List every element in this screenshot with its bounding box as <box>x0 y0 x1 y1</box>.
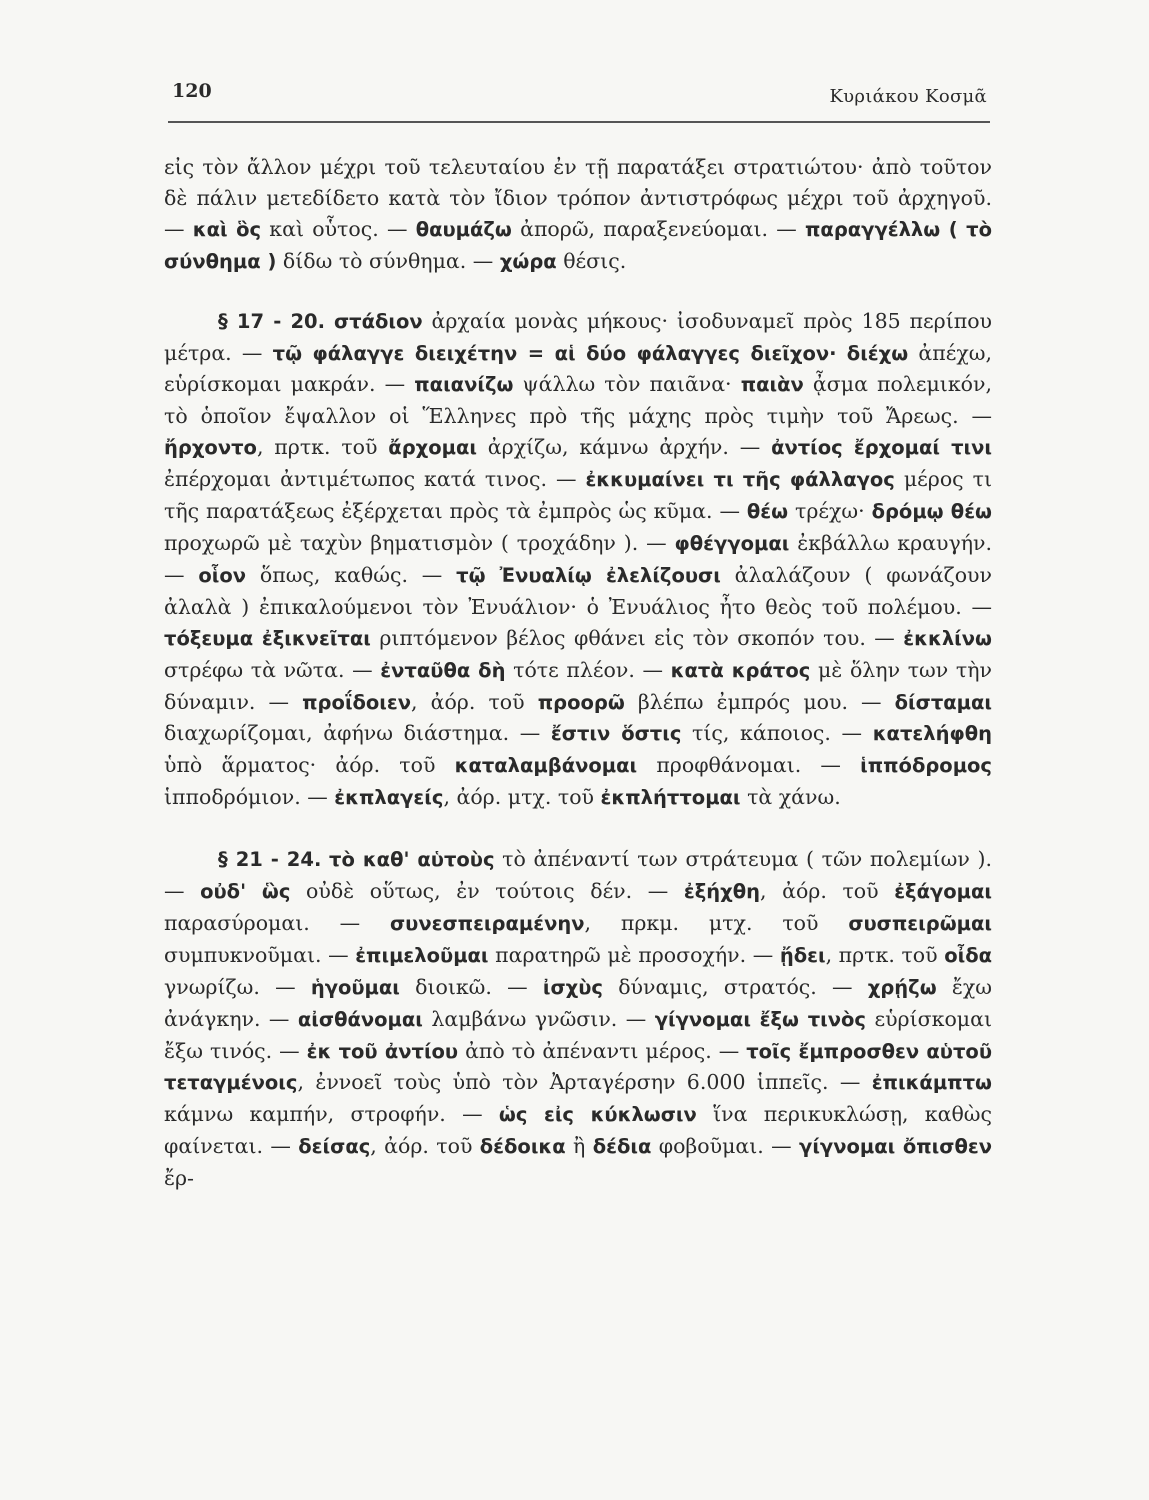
gloss-text: κάμνω καμπήν, στροφήν. — <box>164 1102 499 1127</box>
headword: δέδοικα <box>479 1135 566 1159</box>
headword: ᾔδει <box>779 943 826 967</box>
gloss-text: ἱπποδρόμιον. — <box>164 785 335 810</box>
gloss-text: οὐδὲ οὕτως, ἐν τούτοις δέν. — <box>290 879 684 904</box>
headword: § 21 - 24. <box>218 848 322 872</box>
headword: θέω <box>746 500 789 524</box>
gloss-text: μὲ ὅλην των τὴν δύναμιν. — <box>164 657 992 714</box>
gloss-text: ἀπορῶ, παραξενεύομαι. — <box>511 216 805 241</box>
gloss-text: παρατηρῶ μὲ προσοχήν. — <box>488 942 780 967</box>
gloss-text <box>325 309 334 333</box>
gloss-text: συμπυκνοῦμαι. — <box>164 942 356 967</box>
headword: ἐξήχθη <box>683 880 760 904</box>
gloss-text: ἀρχίζω, κάμνω ἀρχήν. — <box>476 435 772 460</box>
headword: αἰσθάνομαι <box>297 1007 423 1031</box>
headword: ὡς εἰς κύκλωσιν <box>498 1103 697 1127</box>
headword: ἐκπλήττομαι <box>600 786 741 810</box>
gloss-text: ἢ <box>565 1134 593 1159</box>
gloss-text: εὑρίσκομαι ἔξω τινός. — <box>164 1006 992 1063</box>
gloss-text: ᾆσμα πολεμικόν, τὸ ὁποῖον ἔψαλλον οἱ Ἕλληνες πρὸ τῆς μάχης πρὸς τιμὴν τοῦ Ἄρεως. — <box>164 372 992 429</box>
headword: ἐνταῦθα δὴ <box>380 658 506 682</box>
headword: παιανίζω <box>414 373 514 397</box>
headword: δίσταμαι <box>894 690 993 714</box>
gloss-text: ἵνα περικυκλώσῃ, καθὼς φαίνεται. — <box>164 1102 992 1159</box>
headword: φθέγγομαι <box>674 531 790 555</box>
gloss-text: διοικῶ. — <box>399 974 543 999</box>
headword: παιὰν <box>740 373 804 397</box>
gloss-text: ριπτόμενον βέλος φθάνει εἰς τὸν σκοπόν του. — <box>370 625 904 650</box>
gloss-text: , πρτκ. τοῦ <box>825 942 945 967</box>
gloss-text: ἐπέρχομαι ἀντιμέτωπος κατά τινος. — <box>164 467 586 492</box>
gloss-text: ἀλαλάζουν ( φωνάζουν ἀλαλὰ ) ἐπικαλούμενοι τὸν Ἐνυάλιον· ὁ Ἐνυάλιος ἦτο θεὸς τοῦ πολέμου. — <box>164 562 992 619</box>
headword: ἤρχοντο <box>164 436 257 460</box>
gloss-text: δίδω τὸ σύνθημα. — <box>276 248 500 273</box>
gloss-text: στρέφω τὰ νῶτα. — <box>164 657 381 682</box>
headword: χώρα <box>499 249 557 273</box>
gloss-text: προφθάνομαι. — <box>637 753 861 778</box>
headword: ἐκκλίνω <box>903 626 992 650</box>
headword: ἐκκυμαίνει τι τῆς φάλλαγος <box>585 468 895 492</box>
gloss-text: μέρος τι τῆς παρατάξεως ἐξέρχεται πρὸς τὰ ἐμπρὸς ὡς κῦμα. — <box>164 467 993 524</box>
headword: τὸ καθ' αὑτοὺς <box>329 848 495 872</box>
gloss-text: ἔχω ἀνάγκην. — <box>164 974 993 1031</box>
headword: ἐπικάμπτω <box>871 1071 992 1095</box>
gloss-text: ψάλλω τὸν παιᾶνα· <box>513 372 741 397</box>
headword: δείσας <box>298 1135 371 1159</box>
gloss-text: ἔρ- <box>164 1166 194 1191</box>
headword: ἐπιμελοῦμαι <box>355 943 489 967</box>
headword: προΐδοιεν <box>302 690 412 714</box>
headword: κατελήφθη <box>872 722 993 746</box>
gloss-text: λαμβάνω γνῶσιν. — <box>422 1006 655 1031</box>
header-rule <box>168 121 990 123</box>
gloss-text: ἀπὸ τὸ ἀπέναντι μέρος. — <box>458 1038 747 1063</box>
headword: στάδιον <box>333 309 423 333</box>
headword: ἐκπλαγείς <box>334 786 444 810</box>
body-text <box>164 152 992 1194</box>
gloss-text: βλέπω ἐμπρός μου. — <box>624 689 895 714</box>
gloss-text: τότε πλέον. — <box>505 657 671 682</box>
headword: ἐξάγομαι <box>894 880 992 904</box>
gloss-text: τίς, κάποιος. — <box>681 721 873 746</box>
headword: καὶ ὃς <box>192 217 262 241</box>
headword: οἶδα <box>944 943 992 967</box>
headword: παραγγέλλω ( τὸ σύνθημα ) <box>164 217 992 273</box>
gloss-text: φοβοῦμαι. — <box>651 1134 800 1159</box>
headword: ἔστιν ὅστις <box>550 722 682 746</box>
gloss-text: ἀρχαία μονὰς μήκους· ἰσοδυναμεῖ πρὸς 185 περίπου μέτρα. — <box>164 308 993 365</box>
gloss-text: καὶ οὗτος. — <box>261 216 416 241</box>
headword: θαυμάζω <box>415 217 512 241</box>
headword: γίγνομαι ὄπισθεν <box>799 1135 992 1159</box>
headword: ἰσχὺς <box>542 975 603 999</box>
headword: τοῖς ἔμπροσθεν αὑτοῦ τεταγμένοις <box>164 1039 992 1095</box>
headword: ἱππόδρομος <box>860 754 992 778</box>
headword: συσπειρῶμαι <box>848 911 992 935</box>
gloss-text: , ἀόρ. τοῦ <box>370 1134 480 1159</box>
headword: οὐδ' ὣς <box>200 880 291 904</box>
paragraph-section-17-20 <box>164 306 992 815</box>
headword: ἡγοῦμαι <box>310 975 400 999</box>
gloss-text: , ἀόρ. τοῦ <box>759 879 895 904</box>
gloss-text: , ἀόρ. τοῦ <box>411 689 538 714</box>
paragraph-section-21-24 <box>164 844 992 1194</box>
headword: κατὰ κράτος <box>670 658 811 682</box>
gloss-text: δύναμις, στρατός. — <box>602 974 868 999</box>
gloss-text: ἐκβάλλω κραυγήν. — <box>164 530 992 587</box>
headword: τόξευμα ἐξικνεῖται <box>164 626 371 650</box>
headword: οἷον <box>198 563 247 587</box>
gloss-text: προχωρῶ μὲ ταχὺν βηματισμὸν ( τροχάδην ). — <box>164 530 675 555</box>
headword: δέδια <box>592 1135 652 1159</box>
headword: προορῶ <box>537 690 625 714</box>
gloss-text: παρασύρομαι. — <box>164 910 390 935</box>
gloss-text: θέσις. <box>556 248 627 273</box>
headword: τῷ Ἐνυαλίῳ ἐλελίζουσι <box>456 563 721 587</box>
paragraph-intro <box>164 152 992 278</box>
gloss-text <box>837 341 847 365</box>
headword: ἀντίος ἔρχομαί τινι <box>771 436 992 460</box>
headword: ἐκ τοῦ ἀντίου <box>306 1039 459 1063</box>
headword: καταλαμβάνομαι <box>454 754 638 778</box>
running-title: Κυριάκου Κοσμᾶ <box>829 86 987 107</box>
headword: τῷ φάλαγγε διειχέτην = αἱ δύο φάλαγγες διεῖχον· <box>272 341 837 365</box>
gloss-text: , ἐννοεῖ τοὺς ὑπὸ τὸν Ἀρταγέρσην 6.000 ἱππεῖς. — <box>297 1070 872 1095</box>
gloss-text <box>321 847 329 871</box>
headword: συνεσπειραμένην <box>389 911 585 935</box>
headword: γίγνομαι ἔξω τινὸς <box>654 1007 866 1031</box>
headword: § 17 - 20. <box>218 309 326 333</box>
gloss-text: , ἀόρ. μτχ. τοῦ <box>443 785 601 810</box>
headword: ἄρχομαι <box>388 436 477 460</box>
gloss-text: τὰ χάνω. <box>740 785 841 810</box>
gloss-text: τρέχω· <box>788 499 872 524</box>
headword: διέχω <box>846 341 909 365</box>
gloss-text: διαχωρίζομαι, ἀφήνω διάστημα. — <box>164 721 551 746</box>
gloss-text: τὸ ἀπέναντί των στράτευμα ( τῶν πολεμίων ). — <box>164 847 992 904</box>
gloss-text: ὑπὸ ἅρματος· ἀόρ. τοῦ <box>164 753 455 778</box>
gloss-text: γνωρίζω. — <box>164 974 311 999</box>
page-number: 120 <box>172 80 212 102</box>
gloss-text: ἀπέχω, εὑρίσκομαι μακράν. — <box>164 340 993 397</box>
gloss-text: , πρτκ. τοῦ <box>256 435 389 460</box>
gloss-text: , πρκμ. μτχ. τοῦ <box>584 910 849 935</box>
gloss-text: ὅπως, καθώς. — <box>246 562 457 587</box>
headword: δρόμῳ θέω <box>871 500 992 524</box>
gloss-text: εἰς τὸν ἄλλον μέχρι τοῦ τελευταίου ἐν τῇ παρατάξει στρατιώτου· ἀπὸ τοῦτον δὲ πάλιν μετεδίδετο κατὰ τὸν ἴδιον τρόπον ἀντιστρόφως μέχρι τοῦ ἀρχηγοῦ. — <box>164 155 992 241</box>
headword: χρῄζω <box>867 975 937 999</box>
